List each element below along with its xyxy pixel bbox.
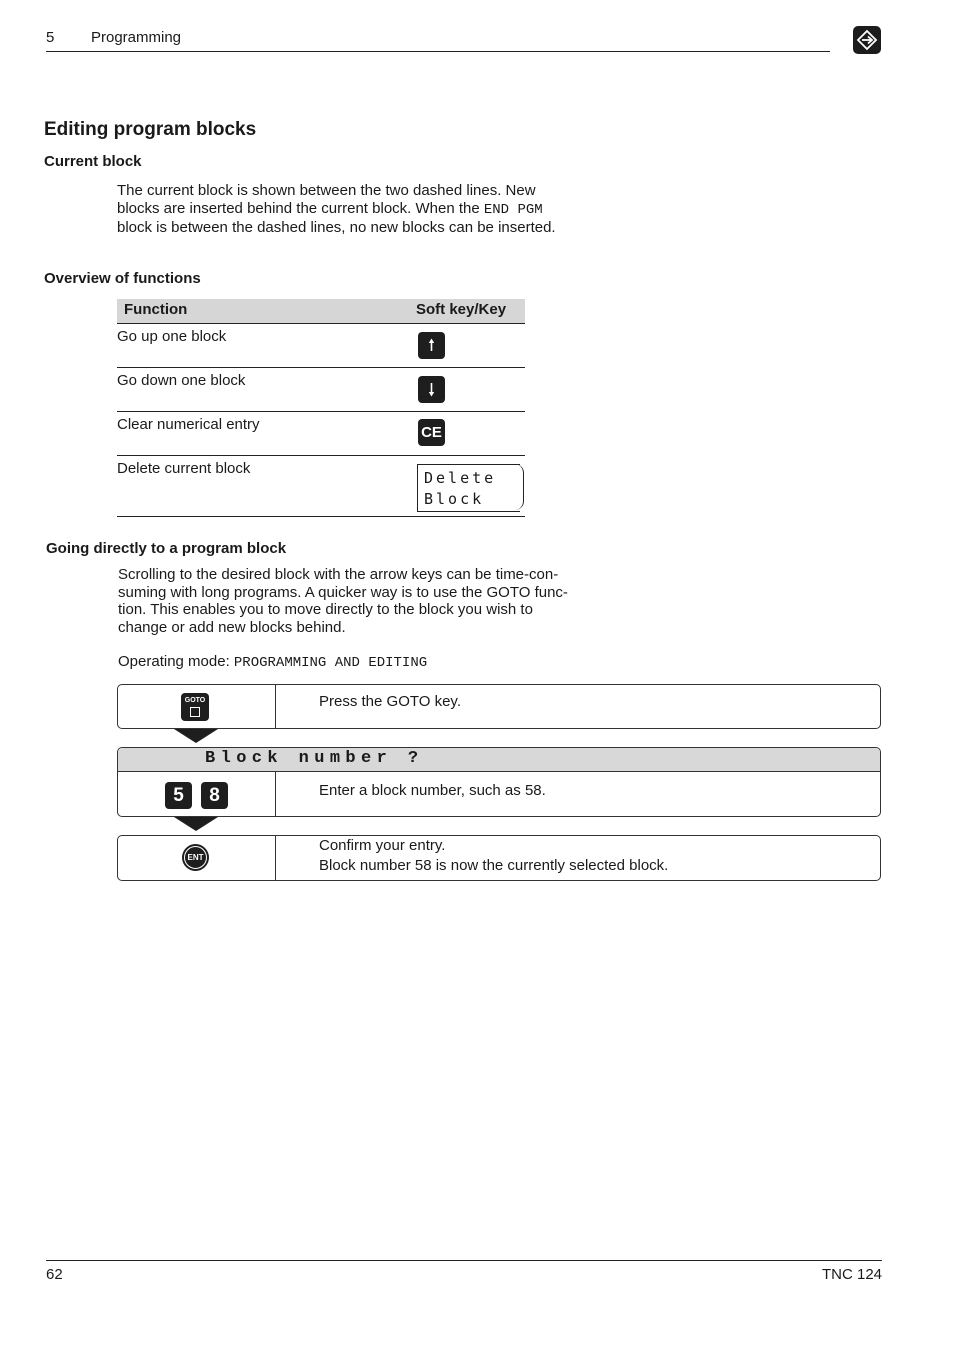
flow-arrow-icon [174, 817, 218, 831]
functions-table [117, 299, 525, 517]
programming-mode-icon [853, 26, 881, 54]
goto-key[interactable]: GOTO [181, 693, 209, 721]
table-header [117, 299, 525, 324]
table-row [117, 368, 525, 412]
model-name: TNC 124 [822, 1266, 883, 1283]
column-header-function: Function [124, 301, 188, 318]
delete-block-softkey[interactable] [417, 464, 520, 512]
table-row [117, 412, 525, 456]
table-row [117, 324, 525, 368]
function-label: Go down one block [117, 372, 246, 389]
overview-heading: Overview of functions [44, 270, 201, 287]
table-row [117, 456, 525, 517]
current-block-text: The current block is shown between the two dashed lines. New blocks are inserted behind the current block. When the END PGM block is between the dashed lines, no new blocks can be inserted. [117, 182, 556, 236]
step-text: Press the GOTO key. [319, 693, 461, 710]
step-text: Enter a block number, such as 58. [319, 782, 546, 799]
operating-mode-value: PROGRAMMING AND EDITING [233, 655, 428, 671]
column-header-key: Soft key/Key [416, 301, 507, 318]
function-label: Delete current block [117, 460, 251, 477]
goto-heading: Going directly to a program block [46, 540, 287, 557]
goto-text: Scrolling to the desired block with the arrow keys can be time-con- suming with long programs. A quicker way is to use the GOTO func- tion. This enables you to move directly to the block you wish to change or add new blocks behind. [118, 566, 568, 636]
current-block-heading: Current block [44, 153, 142, 170]
softkey-line2: Block [424, 490, 485, 508]
step-goto [117, 684, 881, 729]
end-pgm-code: END PGM [483, 201, 543, 218]
softkey-line1: Delete [424, 469, 497, 487]
prompt-bar [118, 748, 880, 772]
footer-rule [46, 1260, 882, 1261]
digit-8-key[interactable]: 8 [201, 782, 228, 809]
block-number-prompt: Block number ? [205, 749, 424, 768]
flow-arrow-icon [174, 729, 218, 743]
step-confirm [117, 835, 881, 881]
chapter-number: 5 [46, 29, 55, 46]
function-label: Clear numerical entry [117, 416, 260, 433]
step-block-number [117, 747, 881, 817]
digit-5-key[interactable]: 5 [165, 782, 192, 809]
function-label: Go up one block [117, 328, 227, 345]
header-rule [46, 51, 830, 52]
ent-key[interactable]: ENT [182, 844, 209, 871]
arrow-down-key-icon[interactable] [418, 376, 445, 403]
goto-square-icon [190, 707, 200, 717]
ce-key[interactable]: CE [418, 419, 445, 446]
operating-mode [118, 653, 427, 673]
arrow-up-key-icon[interactable] [418, 332, 445, 359]
operating-mode-label: Operating mode: [118, 653, 234, 670]
chapter-title: Programming [91, 29, 182, 46]
page-number: 62 [46, 1266, 63, 1283]
step-text: Confirm your entry. Block number 58 is now the currently selected block. [319, 837, 669, 874]
section-title: Editing program blocks [44, 119, 257, 140]
